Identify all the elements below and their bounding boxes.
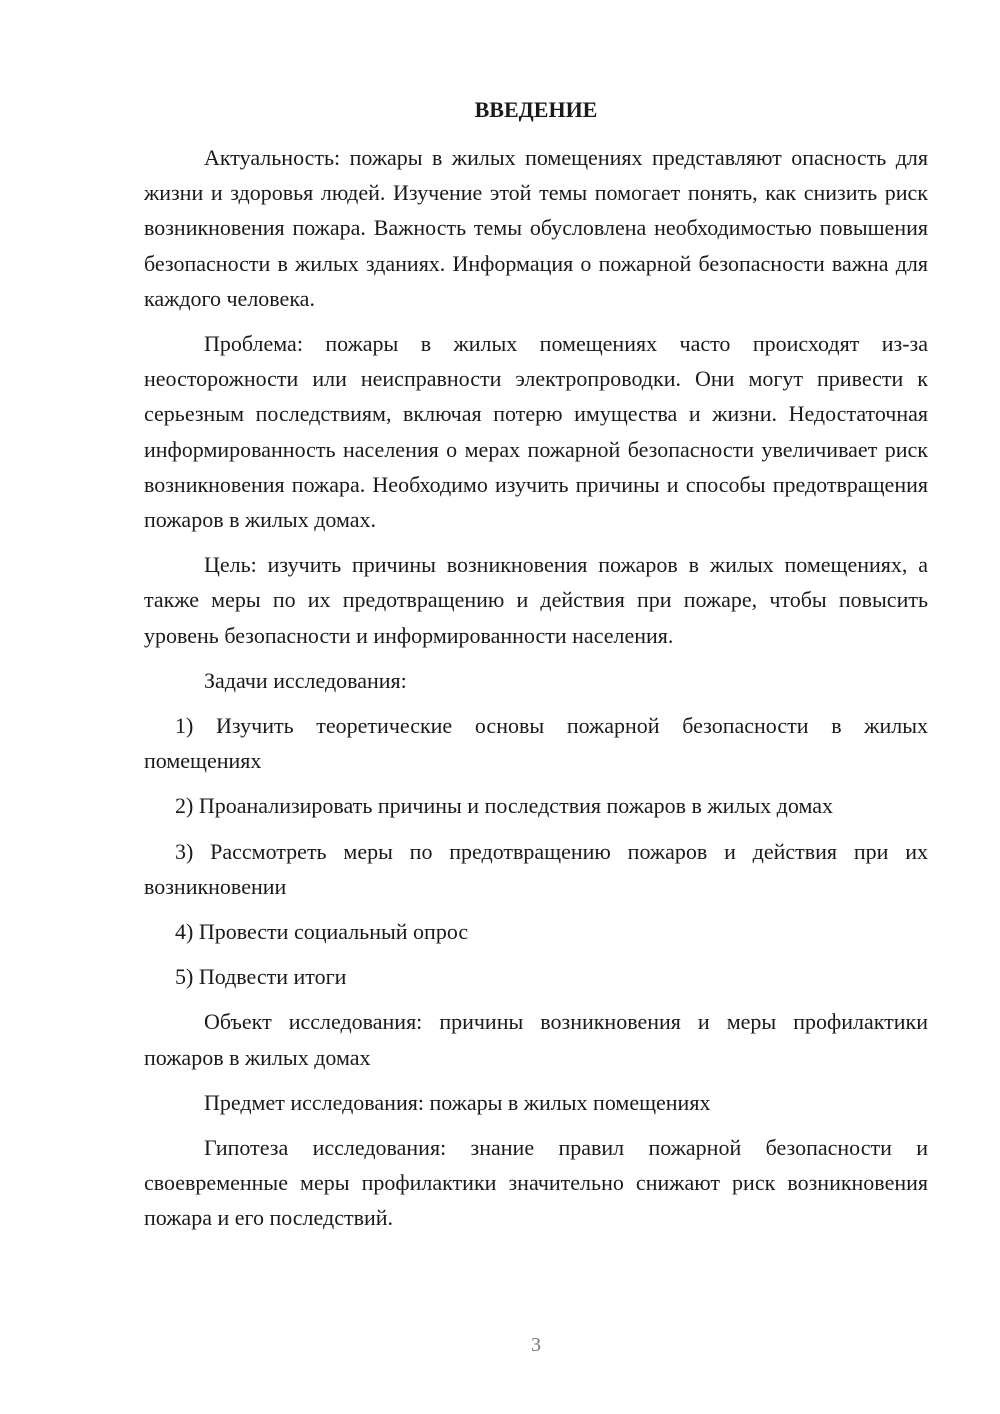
task-item-3: 3) Рассмотреть меры по предотвращению пожаров и действия при их возникновении (144, 838, 928, 899)
task-item-5: 5) Подвести итоги (175, 964, 347, 990)
page-content (144, 96, 928, 1246)
task-item-1: 1) Изучить теоретические основы пожарной безопасности в жилых помещениях (144, 713, 928, 774)
section-title: ВВЕДЕНИЕ (474, 97, 598, 122)
relevance-paragraph: Актуальность: пожары в жилых помещениях представляют опасность для жизни и здоровья людей. Изучение этой темы помогает понять, как снизить риск возникновения пожара. Важность темы обусловлена необходимостью повышения безопасности в жилых зданиях. Информация о пожарной безопасности важна для каждого человека. (144, 145, 928, 311)
task-item-2: 2) Проанализировать причины и последствия пожаров в жилых домах (175, 793, 833, 819)
tasks-heading: Задачи исследования: (204, 667, 407, 693)
page-number: 3 (531, 1334, 541, 1356)
task-item-4: 4) Провести социальный опрос (175, 919, 469, 945)
hypothesis-paragraph: Гипотеза исследования: знание правил пожарной безопасности и своевременные меры профилактики значительно снижают риск возникновения пожара и его последствий. (144, 1135, 928, 1231)
subject-paragraph: Предмет исследования: пожары в жилых помещениях (204, 1089, 711, 1115)
object-paragraph: Объект исследования: причины возникновения и меры профилактики пожаров в жилых домах (144, 1009, 928, 1070)
problem-paragraph: Проблема: пожары в жилых помещениях часто происходят из-за неосторожности или неисправности электропроводки. Они могут привести к серьезным последствиям, включая потерю имущества и жизни. Недостаточная информированность населения о мерах пожарной безопасности увеличивает риск возникновения пожара. Необходимо изучить причины и способы предотвращения пожаров в жилых домах. (144, 331, 928, 533)
goal-paragraph: Цель: изучить причины возникновения пожаров в жилых помещениях, а также меры по их предотвращению и действия при пожаре, чтобы повысить уровень безопасности и информированности населения. (144, 552, 928, 648)
